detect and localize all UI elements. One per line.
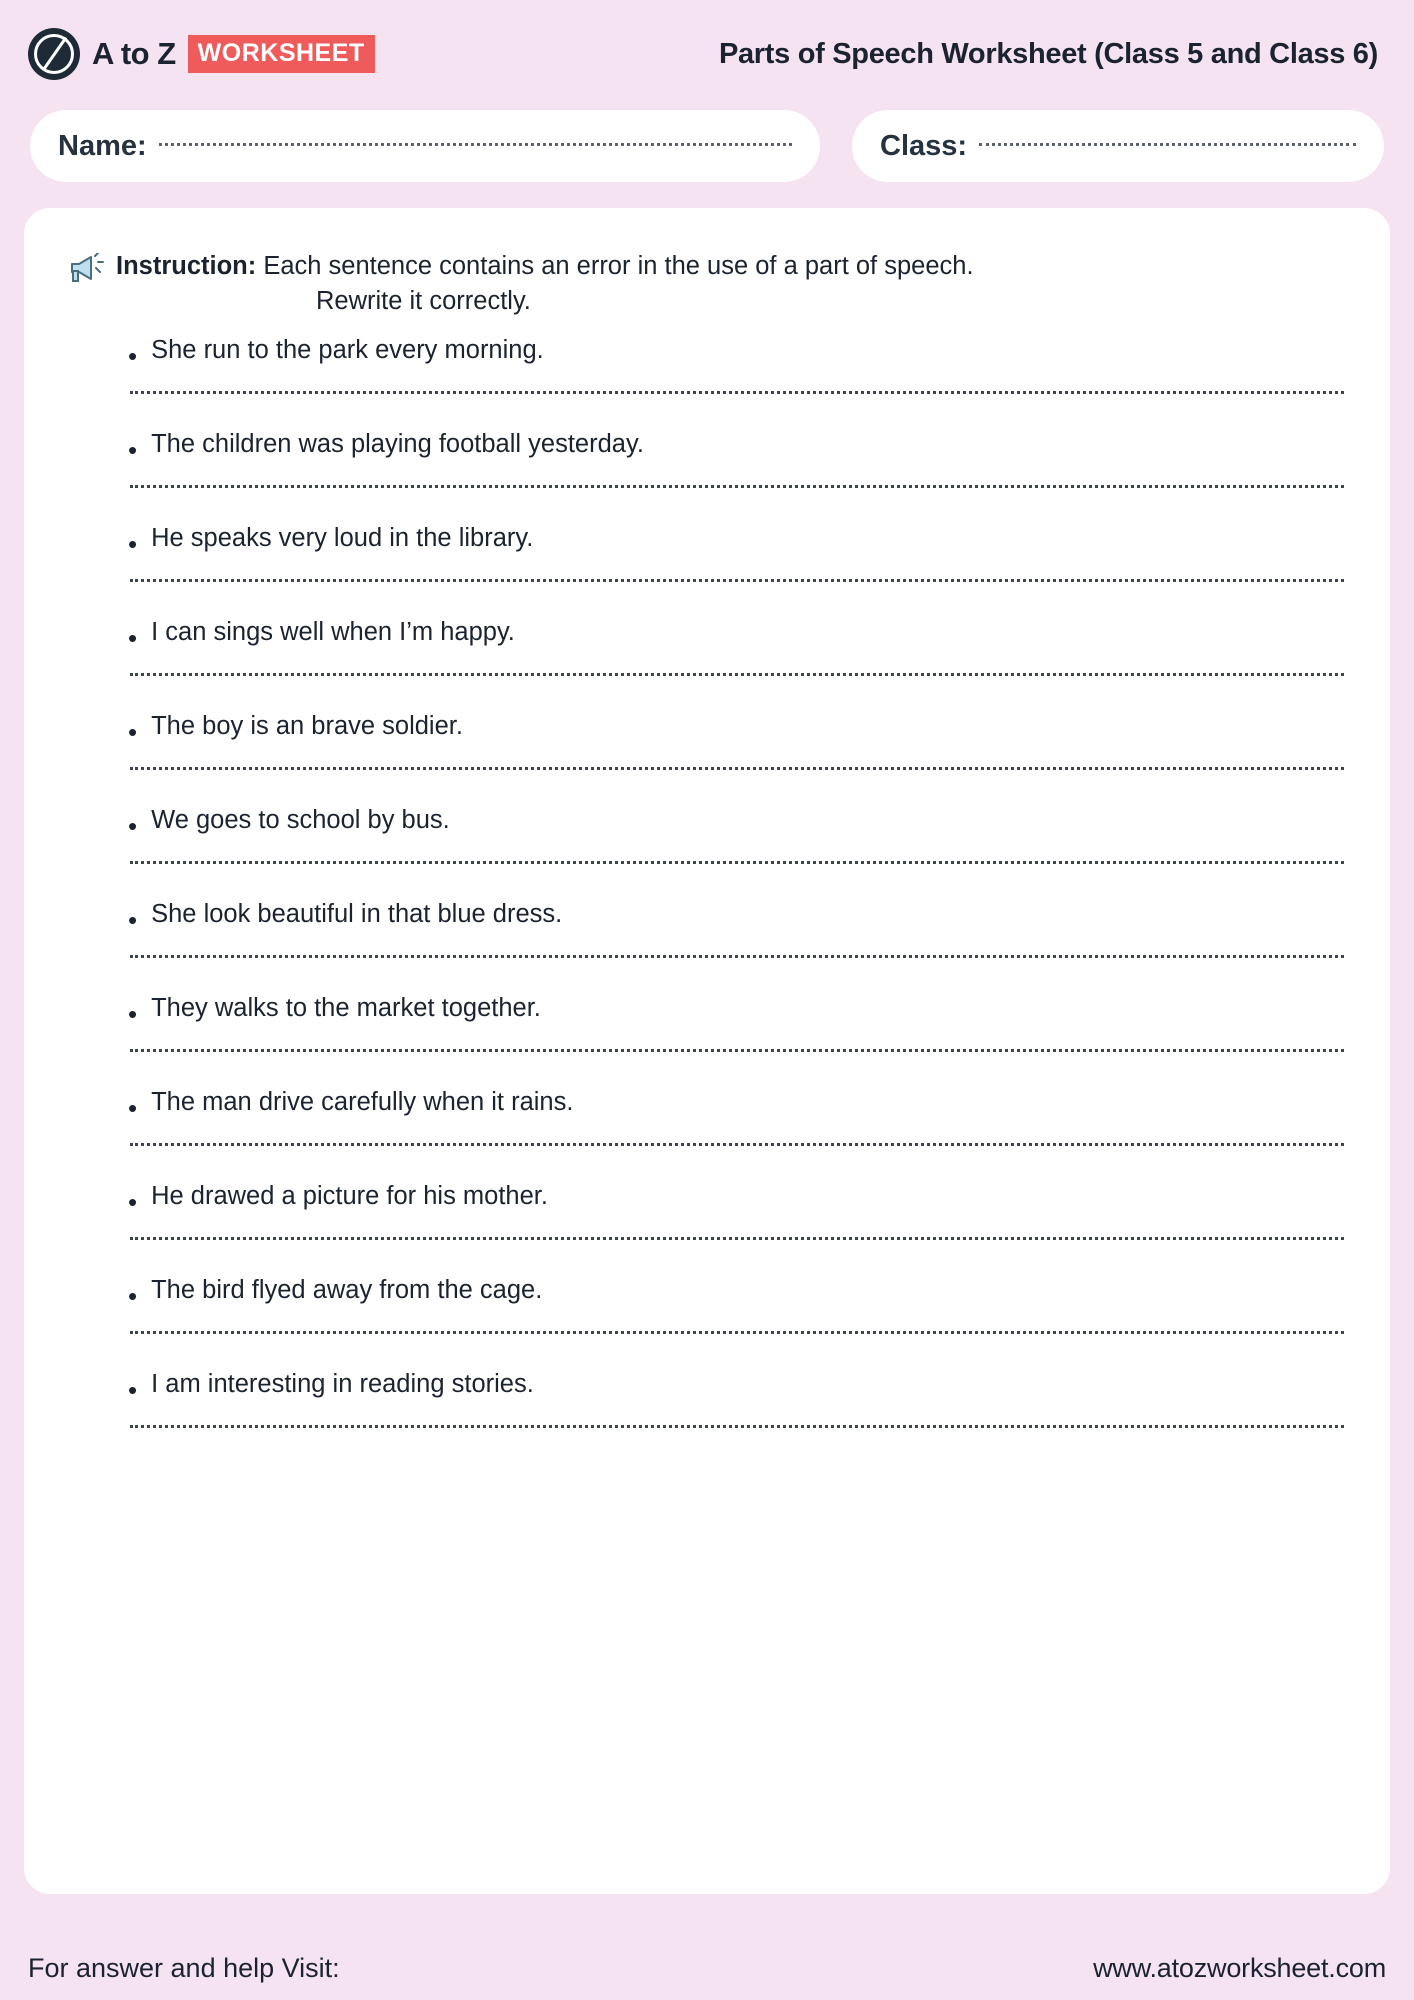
answer-line[interactable] [130, 391, 1344, 394]
question-text: I can sings well when I’m happy. [151, 617, 515, 646]
question-text: She look beautiful in that blue dress. [151, 899, 563, 928]
instruction-line-2: Rewrite it correctly. [316, 286, 531, 315]
name-field[interactable] [30, 110, 820, 182]
list-item [70, 804, 1356, 864]
list-item [70, 898, 1356, 958]
answer-line[interactable] [130, 1143, 1344, 1146]
answer-line[interactable] [130, 579, 1344, 582]
bullet-icon: • [128, 998, 138, 1029]
bullet-icon: • [128, 1280, 138, 1311]
student-info-bar [0, 110, 1414, 182]
page-header [0, 0, 1414, 108]
list-item [70, 334, 1356, 394]
list-item [70, 992, 1356, 1052]
bullet-icon: • [128, 810, 138, 841]
footer-help-text: For answer and help Visit: [28, 1953, 340, 1983]
list-item [70, 710, 1356, 770]
brand [28, 28, 375, 80]
answer-line[interactable] [130, 861, 1344, 864]
answer-line[interactable] [130, 767, 1344, 770]
question-text: He speaks very loud in the library. [151, 523, 534, 552]
circle-a-logo-icon [28, 28, 80, 80]
bullet-icon: • [128, 528, 138, 559]
list-item [70, 1180, 1356, 1240]
question-list [58, 334, 1356, 1428]
answer-line[interactable] [130, 1331, 1344, 1334]
page-title: Parts of Speech Worksheet (Class 5 and Class 6) [718, 37, 1378, 70]
answer-line[interactable] [130, 1237, 1344, 1240]
bullet-icon: • [128, 1186, 138, 1217]
list-item [70, 522, 1356, 582]
brand-name: A to Z [92, 36, 176, 71]
list-item [70, 1368, 1356, 1428]
class-label: Class: [880, 129, 968, 162]
list-item [70, 1086, 1356, 1146]
question-text: I am interesting in reading stories. [151, 1369, 534, 1398]
question-text: The man drive carefully when it rains. [151, 1087, 574, 1116]
answer-line[interactable] [130, 485, 1344, 488]
instruction-text [116, 248, 974, 320]
name-input-line[interactable] [159, 143, 792, 146]
list-item [70, 1274, 1356, 1334]
question-text: They walks to the market together. [151, 993, 541, 1022]
class-input-line[interactable] [979, 143, 1356, 146]
page-footer [0, 1953, 1414, 1984]
question-text: He drawed a picture for his mother. [151, 1181, 548, 1210]
bullet-icon: • [128, 622, 138, 653]
question-text: The boy is an brave soldier. [151, 711, 463, 740]
bullet-icon: • [128, 340, 138, 371]
brand-tag: WORKSHEET [188, 35, 375, 73]
name-label: Name: [58, 129, 147, 162]
class-field[interactable] [852, 110, 1384, 182]
question-text: She run to the park every morning. [151, 335, 544, 364]
question-text: The children was playing football yesterday. [151, 429, 644, 458]
worksheet-body [24, 208, 1390, 1894]
question-text: We goes to school by bus. [151, 805, 450, 834]
answer-line[interactable] [130, 955, 1344, 958]
answer-line[interactable] [130, 1425, 1344, 1428]
question-text: The bird flyed away from the cage. [151, 1275, 543, 1304]
list-item [70, 428, 1356, 488]
instruction-label: Instruction: [116, 252, 257, 280]
answer-line[interactable] [130, 1049, 1344, 1052]
bullet-icon: • [128, 434, 138, 465]
bullet-icon: • [128, 716, 138, 747]
megaphone-icon [70, 253, 104, 288]
list-item [70, 616, 1356, 676]
answer-line[interactable] [130, 673, 1344, 676]
bullet-icon: • [128, 1092, 138, 1123]
instruction-line-1: Each sentence contains an error in the use of a part of speech. [263, 252, 974, 280]
bullet-icon: • [128, 1374, 138, 1405]
bullet-icon: • [128, 904, 138, 935]
instruction-block [58, 238, 1356, 320]
footer-website-link[interactable]: www.atozworksheet.com [1093, 1953, 1386, 1983]
